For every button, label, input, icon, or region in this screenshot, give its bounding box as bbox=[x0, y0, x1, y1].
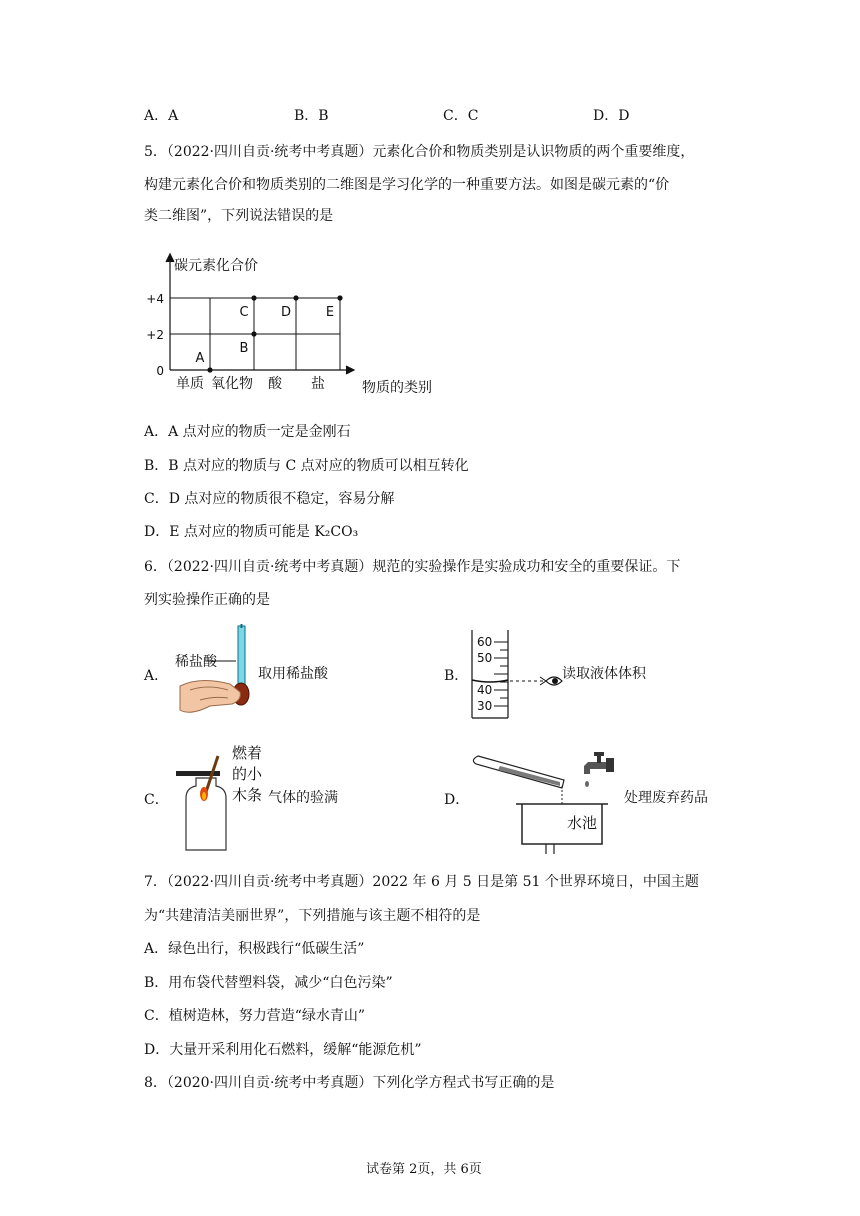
q7-stem-line1: 7．（2022·四川自贡·统考中考真题）2022 年 6 月 5 日是第 51 个世界环境日，中国主题 bbox=[144, 874, 699, 890]
y-tick-label: 0 bbox=[156, 364, 164, 378]
q6-option-b-letter: B． bbox=[444, 668, 469, 684]
q5-stem-line1: 5．（2022·四川自贡·统考中考真题）元素化合价和物质类别是认识物质的两个重要维度， bbox=[144, 144, 695, 160]
splint-label-line3: 木条 bbox=[232, 786, 263, 804]
q6-option-b-caption: 读取液体体积 bbox=[562, 666, 646, 682]
point-label-b: B bbox=[239, 341, 249, 356]
q6-option-c-letter: C． bbox=[144, 792, 169, 808]
dropper-hand-figure bbox=[170, 624, 260, 722]
splint-label-line2: 的小 bbox=[232, 765, 263, 783]
cyl-tick-40: 40 bbox=[477, 683, 493, 697]
gas-jar-splint-figure bbox=[170, 742, 270, 854]
q5-option-c: C．D 点对应的物质很不稳定，容易分解 bbox=[144, 491, 395, 507]
q5-option-b: B．B 点对应的物质与 C 点对应的物质可以相互转化 bbox=[144, 458, 469, 474]
dilute-hcl-label: 稀盐酸 bbox=[175, 654, 217, 670]
faucet-icon bbox=[584, 752, 614, 787]
cyl-tick-50: 50 bbox=[477, 651, 493, 665]
q7-stem-line2: 为“共建清洁美丽世界”，下列措施与该主题不相符的是 bbox=[144, 908, 481, 924]
data-point-d bbox=[293, 295, 298, 300]
data-point-c bbox=[251, 295, 256, 300]
cyl-tick-60: 60 bbox=[477, 635, 493, 649]
point-label-e: E bbox=[325, 305, 335, 320]
point-label-d: D bbox=[280, 305, 292, 320]
valence-class-chart bbox=[140, 248, 460, 400]
q6-option-a-caption: 取用稀盐酸 bbox=[258, 666, 328, 682]
q6-stem-line2: 列实验操作正确的是 bbox=[144, 592, 270, 608]
q7-option-c: C．植树造林，努力营造“绿水青山” bbox=[144, 1008, 366, 1024]
splint-label-line1: 燃着 bbox=[232, 744, 263, 762]
q6-option-d-caption: 处理废弃药品 bbox=[624, 790, 708, 806]
q4-option-d: D．D bbox=[593, 108, 630, 124]
q7-option-d: D．大量开采利用化石燃料，缓解“能源危机” bbox=[144, 1042, 422, 1058]
x-category-label: 氧化物 bbox=[211, 376, 253, 392]
q8-stem-line1: 8．（2020·四川自贡·统考中考真题）下列化学方程式书写正确的是 bbox=[144, 1075, 555, 1091]
q7-option-b: B．用布袋代替塑料袋，减少“白色污染” bbox=[144, 975, 393, 991]
data-point-b bbox=[251, 331, 256, 336]
q4-option-b: B．B bbox=[294, 108, 329, 124]
q4-option-c: C．C bbox=[443, 108, 479, 124]
q5-option-a: A．A 点对应的物质一定是金刚石 bbox=[144, 424, 351, 440]
graduated-cylinder-figure bbox=[468, 628, 568, 722]
q7-option-a: A．绿色出行，积极践行“低碳生活” bbox=[144, 941, 365, 957]
y-tick-label: +4 bbox=[146, 292, 164, 306]
q5-option-d: D．E 点对应的物质可能是 K₂CO₃ bbox=[144, 524, 359, 540]
q4-option-a: A．A bbox=[144, 108, 179, 124]
q5-stem-line2: 构建元素化合价和物质类别的二维图是学习化学的一种重要方法。如图是碳元素的“价 bbox=[144, 177, 670, 193]
point-label-c: C bbox=[239, 305, 249, 320]
q5-stem-line3: 类二维图”，下列说法错误的是 bbox=[144, 208, 334, 224]
q6-option-d-letter: D． bbox=[444, 792, 470, 808]
cyl-tick-30: 30 bbox=[477, 699, 493, 713]
y-tick-label: +2 bbox=[146, 328, 164, 342]
x-category-label: 单质 bbox=[176, 376, 204, 392]
q6-option-a-letter: A． bbox=[144, 668, 169, 684]
data-point-a bbox=[207, 367, 212, 372]
chart-x-axis-label: 物质的类别 bbox=[362, 380, 432, 396]
page-footer: 试卷第 2页，共 6页 bbox=[366, 1162, 482, 1177]
q6-option-c-caption: 气体的验满 bbox=[268, 790, 338, 806]
q6-stem-line1: 6．（2022·四川自贡·统考中考真题）规范的实验操作是实验成功和安全的重要保证。下 bbox=[144, 559, 681, 575]
x-category-label: 酸 bbox=[268, 376, 282, 392]
data-point-e bbox=[337, 295, 342, 300]
sink-label: 水池 bbox=[566, 814, 598, 832]
x-category-label: 盐 bbox=[311, 376, 325, 392]
chart-y-axis-label: 碳元素化合价 bbox=[174, 258, 258, 274]
sink-disposal-figure bbox=[470, 748, 626, 858]
point-label-a: A bbox=[195, 351, 205, 366]
